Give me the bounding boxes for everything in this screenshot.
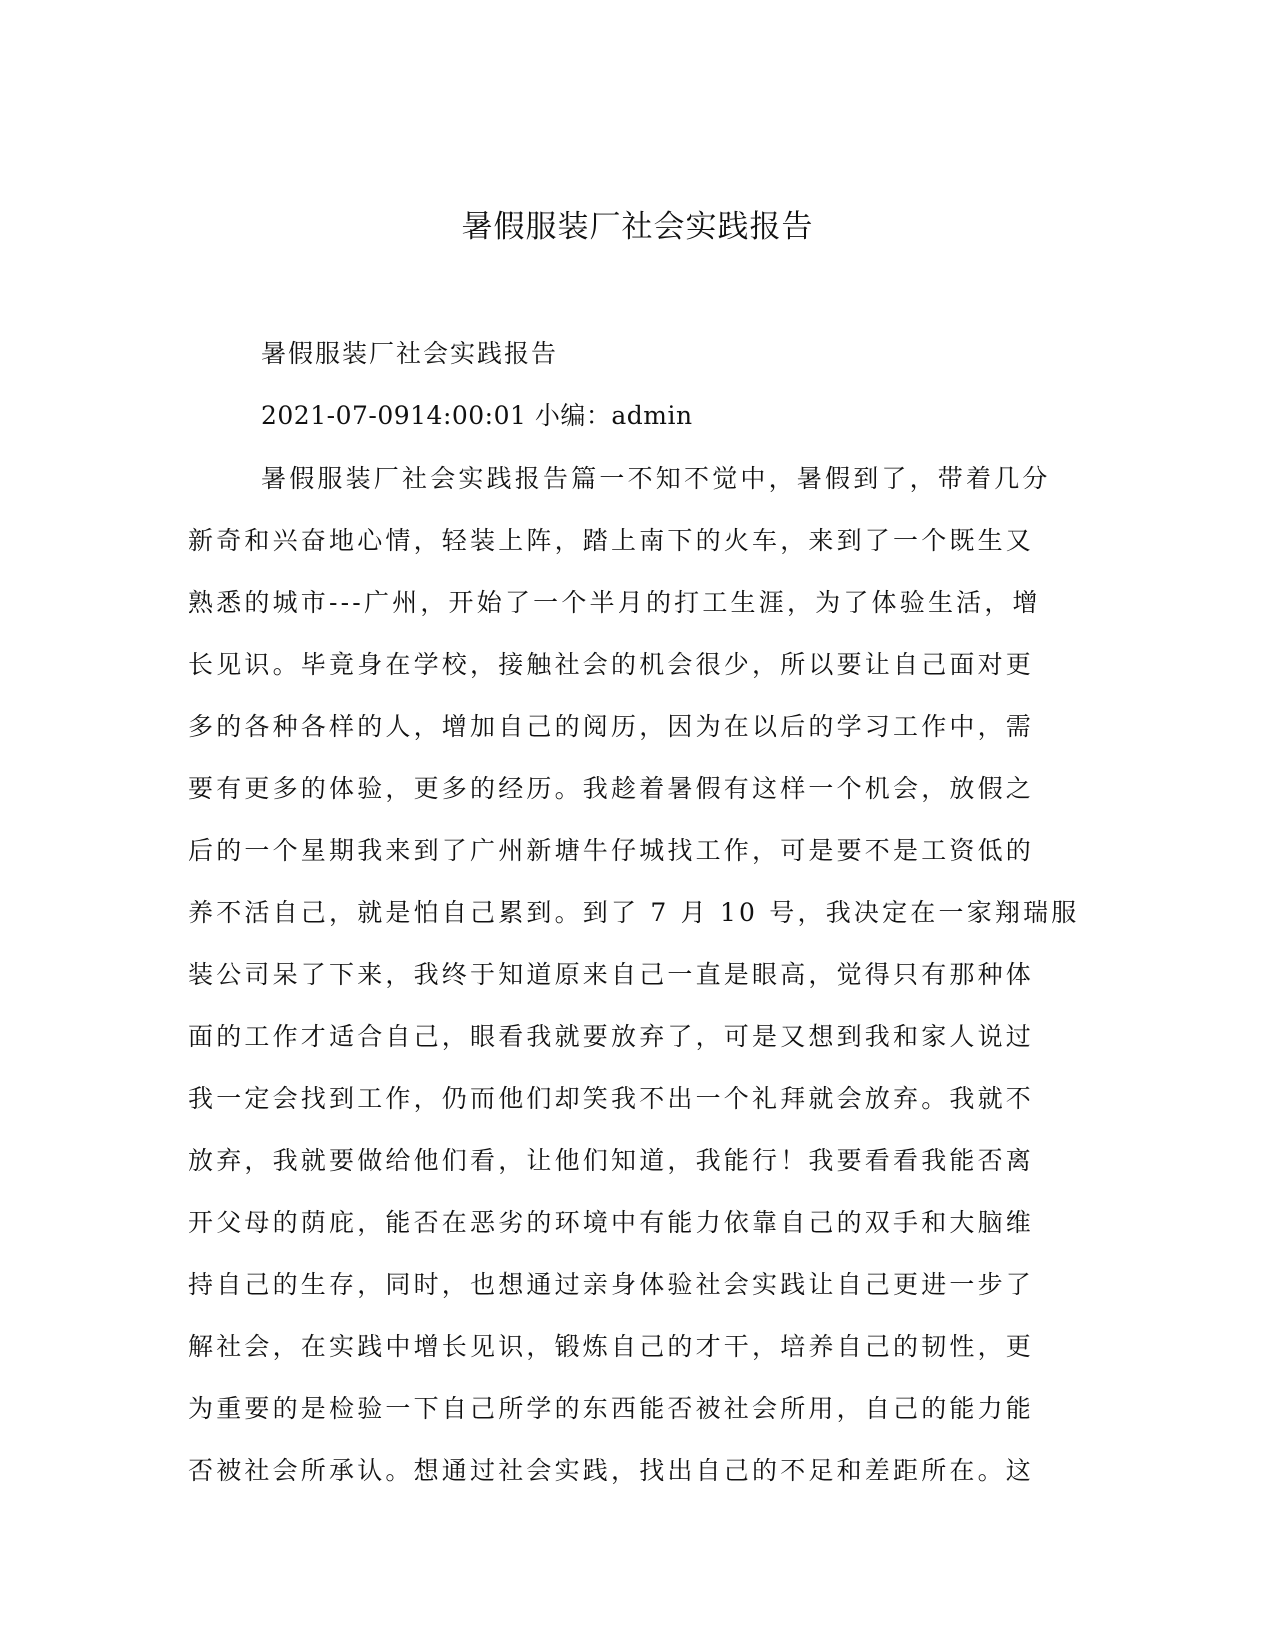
body-line: 面的工作才适合自己，眼看我就要放弃了，可是又想到我和家人说过	[188, 1022, 1035, 1051]
body-line: 新奇和兴奋地心情，轻装上阵，踏上南下的火车，来到了一个既生又	[188, 526, 1035, 555]
body-line: 养不活自己，就是怕自己累到。到了 7 月 10 号，我决定在一家翔瑞服	[188, 898, 1080, 927]
document-title: 暑假服装厂社会实践报告	[461, 209, 814, 245]
body-line: 我一定会找到工作，仍而他们却笑我不出一个礼拜就会放弃。我就不	[188, 1084, 1035, 1113]
body-line: 为重要的是检验一下自己所学的东西能否被社会所用，自己的能力能	[188, 1394, 1035, 1423]
body-line: 要有更多的体验，更多的经历。我趁着暑假有这样一个机会，放假之	[188, 774, 1035, 803]
body-line: 多的各种各样的人，增加自己的阅历，因为在以后的学习工作中，需	[188, 712, 1035, 741]
body-line: 熟悉的城市---广州，开始了一个半月的打工生涯，为了体验生活，增	[188, 588, 1041, 617]
body-paragraph	[188, 448, 1088, 1502]
body-line: 放弃，我就要做给他们看，让他们知道，我能行！我要看看我能否离	[188, 1146, 1035, 1175]
body-line: 持自己的生存，同时，也想通过亲身体验社会实践让自己更进一步了	[188, 1270, 1035, 1299]
article-subtitle: 暑假服装厂社会实践报告	[261, 339, 559, 368]
body-line: 长见识。毕竟身在学校，接触社会的机会很少，所以要让自己面对更	[188, 650, 1035, 679]
body-line: 装公司呆了下来，我终于知道原来自己一直是眼高，觉得只有那种体	[188, 960, 1035, 989]
body-line: 暑假服装厂社会实践报告篇一不知不觉中，暑假到了，带着几分	[261, 464, 1051, 493]
date-author-line: 2021-07-0914:00:01 小编：admin	[261, 401, 693, 430]
body-line: 否被社会所承认。想通过社会实践，找出自己的不足和差距所在。这	[188, 1456, 1035, 1485]
body-line: 解社会，在实践中增长见识，锻炼自己的才干，培养自己的韧性，更	[188, 1332, 1035, 1361]
body-line: 开父母的荫庇，能否在恶劣的环境中有能力依靠自己的双手和大脑维	[188, 1208, 1035, 1237]
body-line: 后的一个星期我来到了广州新塘牛仔城找工作，可是要不是工资低的	[188, 836, 1035, 865]
